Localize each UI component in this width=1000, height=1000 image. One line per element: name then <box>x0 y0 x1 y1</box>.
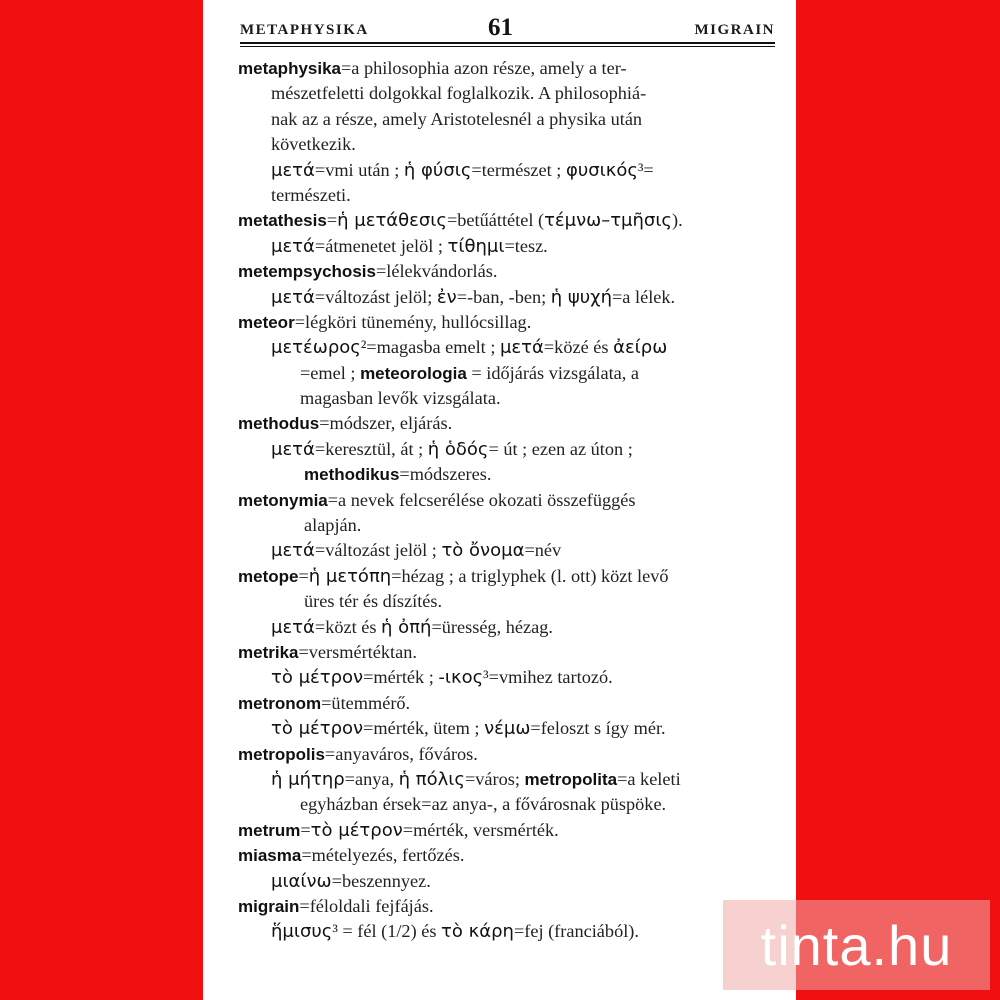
greek-etymon: μετά <box>499 337 544 359</box>
header-first-entry: METAPHYSIKA <box>240 22 369 38</box>
entry-continuation-line <box>238 285 776 310</box>
entry-continuation-line <box>238 767 776 792</box>
greek-etymon: μετά <box>271 438 315 460</box>
headword: metropolis <box>238 744 325 764</box>
definition-text: =mérték, versmérték. <box>402 819 559 840</box>
entry-continuation-line <box>238 513 776 538</box>
definition-text: =hézag ; a triglyphek (l. ott) közt levő <box>391 565 669 586</box>
headword: meteor <box>238 312 295 332</box>
definition-text: =lélekvándorlás. <box>375 261 498 282</box>
entry-line <box>238 843 776 868</box>
definition-text: =a nevek felcserélése okozati összefüggés <box>327 489 636 510</box>
entry-continuation-line <box>238 589 776 614</box>
entry-continuation-line <box>238 132 776 157</box>
definition-text: =beszennyez. <box>331 870 431 891</box>
entry-line <box>238 691 776 716</box>
definition-text: =légköri tünemény, hullócsillag. <box>294 311 532 332</box>
definition-text: =anya, <box>344 768 399 789</box>
greek-etymon: ἡ πόλις <box>398 768 465 790</box>
entry-continuation-line <box>238 361 776 386</box>
headword: metronom <box>238 693 322 713</box>
dictionary-entries <box>238 56 776 945</box>
headword: migrain <box>238 896 300 916</box>
entry-continuation-line <box>238 386 776 411</box>
greek-etymon: τὸ κάρη <box>441 921 514 943</box>
entry-continuation-line <box>238 335 776 360</box>
headword: methodus <box>238 414 320 434</box>
headword: metope <box>238 566 299 586</box>
definition-text: =a lélek. <box>612 286 676 307</box>
definition-text: =betűáttétel ( <box>446 210 545 231</box>
headword: meteorologia <box>360 363 467 383</box>
greek-etymon: τίθημι <box>447 235 505 257</box>
definition-text: = <box>298 565 309 586</box>
definition-text: =fej (franciából). <box>513 921 639 942</box>
entry-line <box>238 208 776 233</box>
headword: metaphysika <box>238 59 341 78</box>
definition-text: =módszer, eljárás. <box>319 413 453 434</box>
entry-line <box>238 259 776 284</box>
greek-etymon: ἡ μήτηρ <box>271 768 345 790</box>
greek-etymon: τέμνω–τμῆσις <box>544 210 672 232</box>
headword: metathesis <box>238 211 327 231</box>
definition-text: =közé és <box>543 337 614 358</box>
definition-text: =átmenetet jelöl ; <box>314 235 448 256</box>
definition-text: =-ban, -ben; <box>456 286 551 307</box>
entry-continuation-line <box>238 869 776 894</box>
headword: metropolita <box>524 769 618 789</box>
greek-etymon: ἡ ψυχή <box>550 286 612 308</box>
page-header <box>240 14 775 46</box>
definition-text: =ütemmérő. <box>321 692 411 713</box>
headword: miasma <box>238 846 302 866</box>
greek-etymon: μετά <box>271 159 315 181</box>
header-rule-thin <box>240 46 775 47</box>
greek-etymon: -ικος <box>438 667 484 689</box>
definition-text: =keresztül, át ; <box>314 438 428 459</box>
greek-etymon: ἡ φύσις <box>403 159 472 181</box>
entry-continuation-line <box>238 665 776 690</box>
definition-text: =változást jelöl; <box>314 286 437 307</box>
greek-etymon: ἡ μετάθεσις <box>337 210 447 232</box>
greek-etymon: ἀείρω <box>613 337 668 359</box>
entry-continuation-line <box>238 158 776 183</box>
headword: metonymia <box>238 490 328 510</box>
definition-text: =város; <box>464 768 525 789</box>
entry-continuation-line <box>238 538 776 563</box>
definition-text: =mételyezés, fertőzés. <box>301 845 465 866</box>
definition-text: ³ = fél (1/2) és <box>332 921 442 942</box>
definition-text: üres tér és díszítés. <box>304 591 443 612</box>
definition-text: =féloldali fejfájás. <box>299 895 434 916</box>
definition-text: =anyaváros, főváros. <box>324 743 478 764</box>
headword: metrum <box>238 820 301 840</box>
definition-text: magasban levők vizsgálata. <box>300 388 501 409</box>
greek-etymon: τὸ μέτρον <box>310 819 403 841</box>
greek-etymon: μετά <box>271 540 315 562</box>
greek-etymon: τὸ μέτρον <box>271 667 364 689</box>
entry-continuation-line <box>238 716 776 741</box>
greek-etymon: τὸ ὄνομα <box>441 540 525 562</box>
definition-text: =feloszt s így mér. <box>530 718 666 739</box>
greek-etymon: ἐν <box>436 286 457 308</box>
definition-text: ). <box>672 210 683 231</box>
definition-text: ³= <box>637 159 654 180</box>
definition-text: nak az a része, amely Aristotelesnél a physika után <box>271 108 643 129</box>
definition-text: =természet ; <box>471 159 566 180</box>
watermark <box>723 900 990 990</box>
entry-line <box>238 411 776 436</box>
headword: metrika <box>238 642 299 662</box>
entry-line <box>238 488 776 513</box>
entry-line <box>238 56 776 81</box>
definition-text: mészetfeletti dolgokkal foglalkozik. A philosophiá- <box>271 83 647 104</box>
entry-line <box>238 564 776 589</box>
greek-etymon: μετά <box>271 286 315 308</box>
definition-text: természeti. <box>271 184 351 205</box>
definition-text: =mérték ; <box>363 667 439 688</box>
greek-etymon: ἡ ὁδός <box>427 438 489 460</box>
greek-etymon: μιαίνω <box>271 870 332 892</box>
greek-etymon: νέμω <box>484 718 531 740</box>
definition-text: =üresség, hézag. <box>431 616 553 637</box>
greek-etymon: μετέωρος <box>271 337 361 359</box>
definition-text: =tesz. <box>504 235 548 256</box>
entry-line <box>238 640 776 665</box>
entry-line <box>238 818 776 843</box>
definition-text: =közt és <box>314 616 382 637</box>
definition-text: =változást jelöl ; <box>314 540 442 561</box>
entry-continuation-line <box>238 615 776 640</box>
page-number: 61 <box>488 14 513 41</box>
entry-line <box>238 894 776 919</box>
definition-text: = időjárás vizsgálata, a <box>466 362 640 383</box>
entry-line <box>238 742 776 767</box>
greek-etymon: μετά <box>271 616 315 638</box>
header-last-entry: MIGRAIN <box>694 22 775 38</box>
definition-text: ²=magasba emelt ; <box>360 337 500 358</box>
definition-text: egyházban érsek=az anya-, a fővárosnak püspöke. <box>300 794 667 815</box>
definition-text: következik. <box>271 134 356 155</box>
entry-continuation-line <box>238 919 776 944</box>
definition-text: =emel ; <box>300 362 361 383</box>
definition-text: =név <box>524 540 562 561</box>
greek-etymon: ἡ μετόπη <box>308 565 392 587</box>
definition-text: =versmértéktan. <box>298 641 417 662</box>
definition-text: =a keleti <box>617 768 681 789</box>
greek-etymon: τὸ μέτρον <box>271 718 364 740</box>
entry-continuation-line <box>238 792 776 817</box>
header-rule <box>240 42 775 44</box>
greek-etymon: ἥμισυς <box>271 921 333 943</box>
headword: metempsychosis <box>238 262 376 282</box>
entry-continuation-line <box>238 462 776 487</box>
entry-continuation-line <box>238 437 776 462</box>
entry-continuation-line <box>238 234 776 259</box>
definition-text: ³=vmihez tartozó. <box>483 667 613 688</box>
definition-text: = <box>326 210 338 231</box>
definition-text: =a philosophia azon része, amely a ter- <box>341 58 627 78</box>
definition-text: = út ; ezen az úton ; <box>488 438 633 459</box>
dictionary-page <box>203 0 796 1000</box>
watermark-text: tinta.hu <box>760 913 953 977</box>
greek-etymon: ἡ ὀπή <box>381 616 432 638</box>
definition-text: =vmi után ; <box>314 159 404 180</box>
entry-continuation-line <box>238 81 776 106</box>
greek-etymon: φυσικός <box>565 159 638 181</box>
definition-text: alapján. <box>304 515 362 536</box>
definition-text: =módszeres. <box>399 464 492 485</box>
definition-text: =mérték, ütem ; <box>363 718 485 739</box>
definition-text: = <box>300 819 311 840</box>
entry-continuation-line <box>238 107 776 132</box>
greek-etymon: μετά <box>271 235 315 257</box>
entry-line <box>238 310 776 335</box>
entry-continuation-line <box>238 183 776 208</box>
headword: methodikus <box>304 465 400 485</box>
